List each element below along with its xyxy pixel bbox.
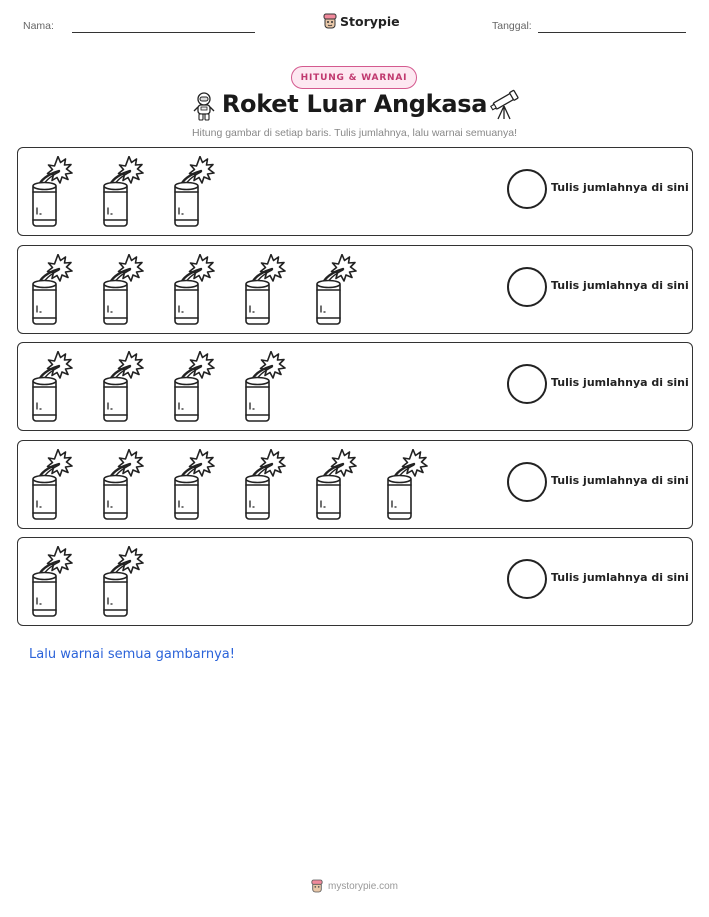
fuel-can-icon[interactable] bbox=[170, 351, 220, 423]
fuel-can-icon[interactable] bbox=[28, 546, 78, 618]
row-items bbox=[28, 254, 362, 326]
fuel-can-icon[interactable] bbox=[99, 546, 149, 618]
date-field[interactable] bbox=[538, 32, 686, 33]
fuel-can-icon[interactable] bbox=[28, 254, 78, 326]
activity-badge: HITUNG & WARNAI bbox=[291, 66, 417, 89]
site-footer bbox=[0, 879, 709, 893]
row-items bbox=[28, 156, 220, 228]
fuel-can-icon[interactable] bbox=[28, 156, 78, 228]
fuel-can-icon[interactable] bbox=[99, 156, 149, 228]
fuel-can-icon[interactable] bbox=[99, 254, 149, 326]
telescope-icon bbox=[489, 89, 521, 121]
fuel-can-icon[interactable] bbox=[312, 449, 362, 521]
name-field[interactable] bbox=[72, 32, 255, 33]
instructions: Hitung gambar di setiap baris. Tulis jumlahnya, lalu warnai semuanya! bbox=[191, 127, 518, 139]
answer-label: Tulis jumlahnya di sini bbox=[551, 571, 689, 584]
fuel-can-icon[interactable] bbox=[99, 449, 149, 521]
storypie-mascot-icon bbox=[311, 879, 323, 893]
fuel-can-icon[interactable] bbox=[241, 449, 291, 521]
answer-circle[interactable] bbox=[507, 559, 547, 599]
fuel-can-icon[interactable] bbox=[383, 449, 433, 521]
fuel-can-icon[interactable] bbox=[312, 254, 362, 326]
row-items bbox=[28, 546, 149, 618]
fuel-can-icon[interactable] bbox=[170, 254, 220, 326]
fuel-can-icon[interactable] bbox=[28, 449, 78, 521]
row-items bbox=[28, 351, 291, 423]
fuel-can-icon[interactable] bbox=[99, 351, 149, 423]
counting-row bbox=[17, 245, 693, 334]
answer-circle[interactable] bbox=[507, 267, 547, 307]
fuel-can-icon[interactable] bbox=[241, 351, 291, 423]
fuel-can-icon[interactable] bbox=[241, 254, 291, 326]
answer-label: Tulis jumlahnya di sini bbox=[551, 376, 689, 389]
row-items bbox=[28, 449, 433, 521]
answer-label: Tulis jumlahnya di sini bbox=[551, 181, 689, 194]
storypie-mascot-icon bbox=[323, 13, 337, 29]
coloring-instruction: Lalu warnai semua gambarnya! bbox=[29, 647, 235, 662]
fuel-can-icon[interactable] bbox=[28, 351, 78, 423]
answer-label: Tulis jumlahnya di sini bbox=[551, 474, 689, 487]
fuel-can-icon[interactable] bbox=[170, 156, 220, 228]
fuel-can-icon[interactable] bbox=[170, 449, 220, 521]
date-label: Tanggal: bbox=[492, 20, 532, 32]
brand-name: Storypie bbox=[340, 13, 400, 29]
brand-logo bbox=[323, 13, 400, 29]
answer-label: Tulis jumlahnya di sini bbox=[551, 279, 689, 292]
counting-row bbox=[17, 440, 693, 529]
answer-circle[interactable] bbox=[507, 169, 547, 209]
name-label: Nama: bbox=[23, 20, 54, 32]
counting-row bbox=[17, 537, 693, 626]
page-title: Roket Luar Angkasa bbox=[221, 90, 488, 118]
answer-circle[interactable] bbox=[507, 364, 547, 404]
counting-row bbox=[17, 147, 693, 236]
answer-circle[interactable] bbox=[507, 462, 547, 502]
counting-row bbox=[17, 342, 693, 431]
site-url[interactable]: mystorypie.com bbox=[327, 880, 398, 892]
